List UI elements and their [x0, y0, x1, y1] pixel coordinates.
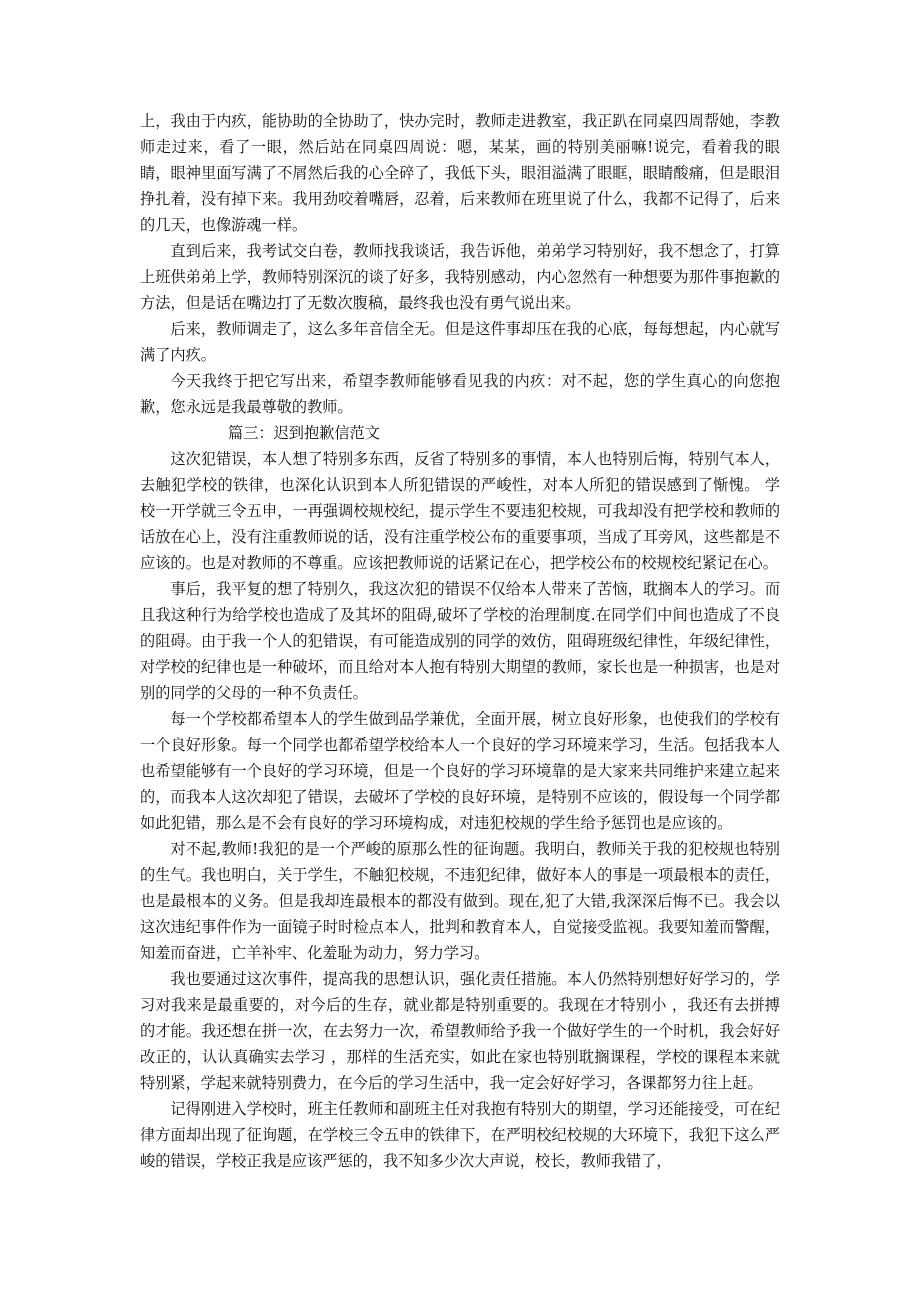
section-heading: 篇三：迟到抱歉信范文 — [228, 424, 380, 442]
paragraph: 今天我终于把它写出来，希望李教师能够看见我的内疚：对不起，您的学生真心的向您抱歉，您永远是我最尊敬的教师。 — [140, 372, 780, 416]
document-body — [140, 108, 780, 1174]
paragraph: 每一个学校都希望本人的学生做到品学兼优，全面开展，树立良好形象，也使我们的学校有一个良好形象。每一个同学也都希望学校给本人一个良好的学习环境来学习，生活。包括我本人也希望能够有一个良好的学习环境，但是一个良好的学习环境靠的是大家来共同维护来建立起来的，而我本人这次却犯了错误，去破坏了学校的良好环境，是特别不应该的，假设每一个同学都如此犯错，那么是不会有良好的学习环境构成，对违犯校规的学生给予惩罚也是应该的。 — [140, 710, 780, 832]
paragraph: 对不起,教师!我犯的是一个严峻的原那么性的征询题。我明白，教师关于我的犯校规也特别的生气。我也明白，关于学生，不触犯校规，不违犯纪律，做好本人的事是一项最根本的责任，也是最根本的义务。但是我却连最根本的都没有做到。现在,犯了大错,我深深后悔不已。我会以这次违纪事件作为一面镜子时时检点本人，批判和教育本人，自觉接受监视。我要知羞而警醒，知羞而奋进，亡羊补牢、化羞耻为动力，努力学习。 — [140, 840, 780, 962]
paragraph: 事后，我平复的想了特别久，我这次犯的错误不仅给本人带来了苦恼，耽搁本人的学习。而且我这种行为给学校也造成了及其坏的阻碍,破坏了学校的治理制度.在同学们中间也造成了不良的阻碍。由于我一个人的犯错误，有可能造成别的同学的效仿，阻碍班级纪律性，年级纪律性，对学校的纪律也是一种破坏，而且给对本人抱有特别大期望的教师，家长也是一种损害，也是对别的同学的父母的一种不负责任。 — [140, 580, 780, 702]
paragraph: 直到后来，我考试交白卷，教师找我谈话，我告诉他，弟弟学习特别好，我不想念了，打算上班供弟弟上学，教师特别深沉的谈了好多，我特别感动，内心忽然有一种想要为那件事抱歉的方法，但是话在嘴边打了无数次腹稿，最终我也没有勇气说出来。 — [140, 242, 780, 312]
paragraph: 记得刚进入学校时，班主任教师和副班主任对我抱有特别大的期望，学习还能接受，可在纪律方面却出现了征询题，在学校三令五申的铁律下，在严明校纪校规的大环境下，我犯下这么严峻的错误，学校正我是应该严惩的，我不知多少次大声说，校长，教师我错了， — [140, 1100, 780, 1170]
paragraph: 我也要通过这次事件，提高我的思想认识，强化责任措施。本人仍然特别想好好学习的，学习对我来是最重要的，对今后的生存，就业都是特别重要的。我现在才特别小 ，我还有去拼搏的才能。我还想在拼一次，在去努力一次，希望教师给予我一个做好学生的一个时机，我会好好改正的，认认真确实去学习 ，那样的生活充实，如此在家也特别耽搁课程，学校的课程本来就特别紧，学起来就特别费力，在今后的学习生活中，我一定会好好学习，各课都努力往上赶。 — [140, 970, 780, 1092]
paragraph: 这次犯错误，本人想了特别多东西，反省了特别多的事情，本人也特别后悔，特别气本人，去触犯学校的铁律，也深化认识到本人所犯错误的严峻性，对本人所犯的错误感到了惭愧。 学校一开学就三令五申，一再强调校规校纪，提示学生不要违犯校规，可我却没有把学校和教师的话放在心上，没有注重教师说的话，没有注重学校公布的重要事项，当成了耳旁风，这些都是不应该的。也是对教师的不尊重。应该把教师说的话紧记在心，把学校公布的校规校纪紧记在心。 — [140, 450, 780, 572]
paragraph: 后来，教师调走了，这么多年音信全无。但是这件事却压在我的心底，每每想起，内心就写满了内疚。 — [140, 320, 780, 364]
paragraph: 上，我由于内疚，能协助的全协助了，快办完时，教师走进教室，我正趴在同桌四周帮她，李教师走过来，看了一眼，然后站在同桌四周说：嗯，某某，画的特别美丽嘛!说完，看着我的眼睛，眼神里面写满了不屑然后我的心全碎了，我低下头，眼泪溢满了眼眶，眼睛酸痛，但是眼泪挣扎着，没有掉下来。我用劲咬着嘴唇，忍着，后来教师在班里说了什么，我都不记得了，后来的几天，也像游魂一样。 — [140, 112, 780, 234]
